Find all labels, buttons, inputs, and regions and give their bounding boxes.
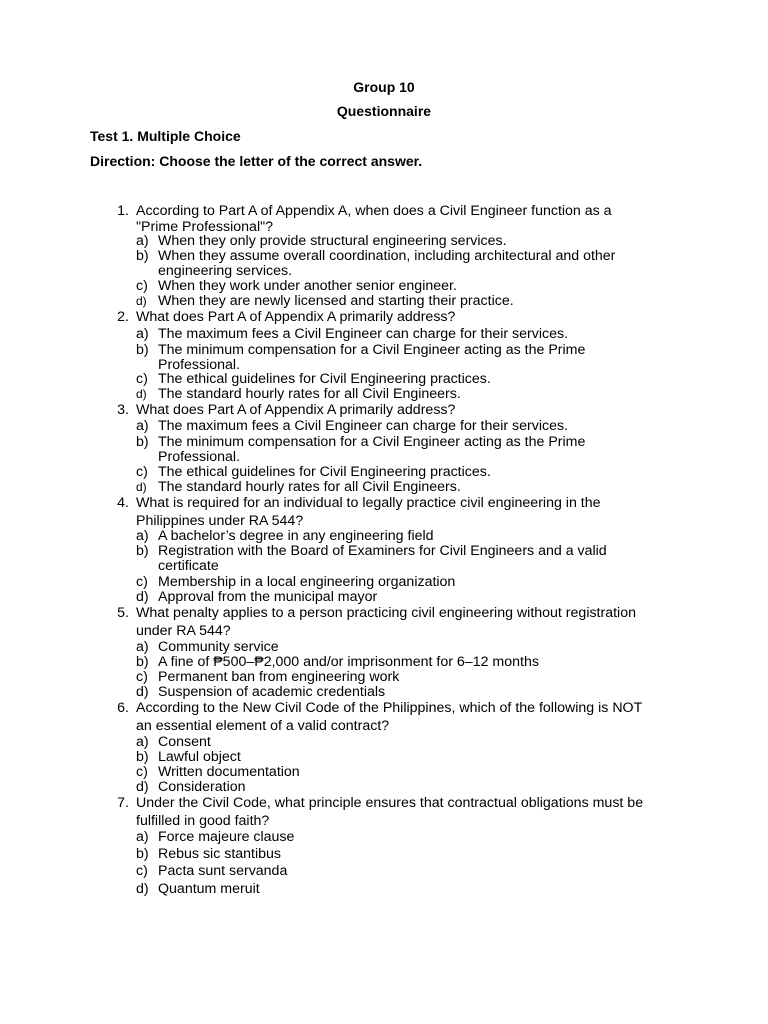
option-1c-letter: c) xyxy=(136,278,148,294)
option-3c-text: The ethical guidelines for Civil Engineering practices. xyxy=(158,464,491,480)
option-7b-letter: b) xyxy=(136,846,149,862)
option-6c-letter: c) xyxy=(136,764,148,780)
option-6a-letter: a) xyxy=(136,734,149,750)
option-7c-letter: c) xyxy=(136,863,148,879)
option-7a-letter: a) xyxy=(136,829,149,845)
option-6b-letter: b) xyxy=(136,749,149,765)
question-1-text xyxy=(136,203,696,235)
option-7c-text: Pacta sunt servanda xyxy=(158,863,288,879)
option-3b-text xyxy=(158,435,698,465)
question-1-line-2: "Prime Professional"? xyxy=(136,219,274,235)
option-4a-letter: a) xyxy=(136,528,149,544)
option-4b-text xyxy=(158,544,698,574)
question-2-text: What does Part A of Appendix A primarily address? xyxy=(136,309,456,325)
option-3d-text: The standard hourly rates for all Civil Engineers. xyxy=(158,479,461,495)
option-2b-letter: b) xyxy=(136,342,149,358)
option-4a-text: A bachelor’s degree in any engineering field xyxy=(158,528,434,544)
option-6b-text: Lawful object xyxy=(158,749,241,765)
question-5-line-2: under RA 544? xyxy=(136,622,231,639)
option-1c-text: When they work under another senior engineer. xyxy=(158,278,457,294)
option-4c-text: Membership in a local engineering organization xyxy=(158,574,456,590)
option-1a-letter: a) xyxy=(136,233,149,249)
question-7-text xyxy=(136,795,696,830)
option-2b-line-2: Professional. xyxy=(158,357,241,373)
option-1b-line-2: engineering services. xyxy=(158,263,293,279)
option-1b-line-1: When they assume overall coordination, including architectural and other xyxy=(158,248,616,264)
option-5a-text: Community service xyxy=(158,639,279,655)
option-4d-text: Approval from the municipal mayor xyxy=(158,589,378,605)
question-2-number: 2. xyxy=(117,309,129,325)
option-6a-text: Consent xyxy=(158,734,211,750)
direction-text: Direction: Choose the letter of the correct answer. xyxy=(90,153,423,169)
option-3b-line-1: The minimum compensation for a Civil Engineer acting as the Prime xyxy=(158,434,586,450)
option-2c-text: The ethical guidelines for Civil Engineering practices. xyxy=(158,371,491,387)
option-2b-line-1: The minimum compensation for a Civil Engineer acting as the Prime xyxy=(158,342,586,358)
option-3c-letter: c) xyxy=(136,464,148,480)
question-1-line-1: According to Part A of Appendix A, when does a Civil Engineer function as a xyxy=(136,203,612,219)
question-3-text: What does Part A of Appendix A primarily address? xyxy=(136,402,456,418)
question-4-text xyxy=(136,495,696,530)
option-1d-letter: d) xyxy=(136,294,147,308)
option-2d-letter: d) xyxy=(136,387,147,401)
option-1d-text: When they are newly licensed and starting their practice. xyxy=(158,293,514,309)
question-6-line-2: an essential element of a valid contract? xyxy=(136,717,390,734)
option-3b-line-2: Professional. xyxy=(158,449,241,465)
question-7-number: 7. xyxy=(117,795,129,811)
option-2a-text: The maximum fees a Civil Engineer can charge for their services. xyxy=(158,326,569,342)
option-6d-text: Consideration xyxy=(158,779,246,795)
question-6-text xyxy=(136,700,696,735)
option-7a-text: Force majeure clause xyxy=(158,829,295,845)
option-7d-text: Quantum meruit xyxy=(158,881,260,897)
option-5b-letter: b) xyxy=(136,654,149,670)
question-5-line-1: What penalty applies to a person practicing civil engineering without registration xyxy=(136,605,636,621)
question-4-number: 4. xyxy=(117,495,129,511)
option-2c-letter: c) xyxy=(136,371,148,387)
option-4d-letter: d) xyxy=(136,589,149,605)
option-1b-letter: b) xyxy=(136,248,149,264)
question-5-number: 5. xyxy=(117,605,129,621)
question-7-line-2: fulfilled in good faith? xyxy=(136,812,270,829)
option-3b-letter: b) xyxy=(136,434,149,450)
option-5d-letter: d) xyxy=(136,684,149,700)
option-5c-letter: c) xyxy=(136,669,148,685)
option-5a-letter: a) xyxy=(136,639,149,655)
option-4c-letter: c) xyxy=(136,574,148,590)
question-4-line-2: Philippines under RA 544? xyxy=(136,512,304,529)
option-3a-letter: a) xyxy=(136,418,149,434)
option-4b-line-2: certificate xyxy=(158,558,219,574)
option-4b-letter: b) xyxy=(136,543,149,559)
option-1b-text xyxy=(158,249,698,279)
question-1-number: 1. xyxy=(117,203,129,219)
question-4-line-1: What is required for an individual to legally practice civil engineering in the xyxy=(136,495,601,511)
question-5-text xyxy=(136,605,696,640)
option-3a-text: The maximum fees a Civil Engineer can charge for their services. xyxy=(158,418,569,434)
option-6c-text: Written documentation xyxy=(158,764,300,780)
question-3-number: 3. xyxy=(117,402,129,418)
option-7d-letter: d) xyxy=(136,881,149,897)
option-5d-text: Suspension of academic credentials xyxy=(158,684,386,700)
option-2d-text: The standard hourly rates for all Civil Engineers. xyxy=(158,386,461,402)
option-2a-letter: a) xyxy=(136,326,149,342)
option-4b-line-1: Registration with the Board of Examiners for Civil Engineers and a valid xyxy=(158,543,607,559)
test-heading: Test 1. Multiple Choice xyxy=(90,128,241,144)
page-title: Questionnaire xyxy=(336,103,432,119)
question-6-number: 6. xyxy=(117,700,129,716)
option-5c-text: Permanent ban from engineering work xyxy=(158,669,400,685)
option-1a-text: When they only provide structural engineering services. xyxy=(158,233,507,249)
group-heading: Group 10 xyxy=(353,79,415,95)
option-3d-letter: d) xyxy=(136,480,147,494)
option-2b-text xyxy=(158,343,698,373)
question-7-line-1: Under the Civil Code, what principle ensures that contractual obligations must be xyxy=(136,795,644,811)
option-5b-text: A fine of ₱500–₱2,000 and/or imprisonment for 6–12 months xyxy=(158,654,539,670)
option-6d-letter: d) xyxy=(136,779,149,795)
option-7b-text: Rebus sic stantibus xyxy=(158,846,282,862)
question-6-line-1: According to the New Civil Code of the Philippines, which of the following is NOT xyxy=(136,700,643,716)
